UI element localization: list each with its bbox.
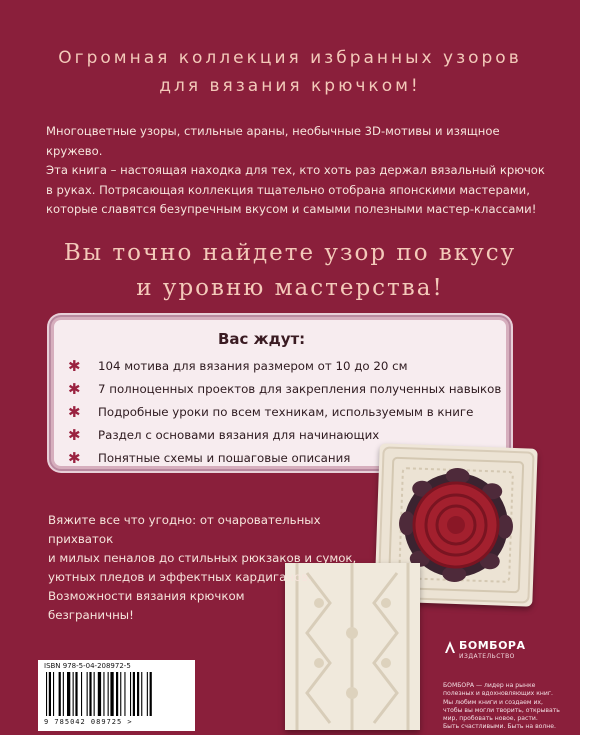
closing-line: безграничны! bbox=[48, 608, 134, 622]
headline-middle-line-1: Вы точно найдете узор по вкусу bbox=[63, 240, 517, 266]
intro-line: Многоцветные узоры, стильные араны, необычные 3D-мотивы и изящное кружево. bbox=[46, 124, 500, 158]
list-item bbox=[68, 423, 501, 446]
barcode-block bbox=[38, 660, 195, 731]
intro-line: Эта книга – настоящая находка для тех, кто хоть раз держал вязальный крючок bbox=[46, 163, 545, 177]
list-item bbox=[68, 400, 501, 423]
closing-line: уютных пледов и эффектных кардиганов. bbox=[48, 570, 312, 584]
publisher-name: БОМБОРА bbox=[459, 639, 526, 652]
star-icon: ✱ bbox=[68, 448, 81, 467]
features-panel bbox=[54, 320, 506, 466]
list-item-text: 7 полноценных проектов для закрепления полученных навыков bbox=[98, 381, 502, 396]
list-item-text: Подробные уроки по всем техникам, используемым в книге bbox=[98, 404, 474, 419]
features-title: Вас ждут: bbox=[218, 330, 306, 348]
headline-top-line-2: для вязания крючком! bbox=[159, 76, 421, 96]
barcode-digits: 9 785042 089725 > bbox=[44, 718, 133, 726]
headline-top-line-1: Огромная коллекция избранных узоров bbox=[58, 48, 522, 68]
closing-line: Возможности вязания крючком bbox=[48, 589, 245, 603]
closing-paragraph bbox=[48, 511, 368, 625]
tagline-line: БОМБОРА — лидер на рынке bbox=[443, 682, 536, 689]
headline-middle bbox=[0, 236, 580, 306]
star-icon: ✱ bbox=[68, 402, 81, 421]
list-item bbox=[68, 377, 501, 400]
tagline-line: чтобы вы могли творить, открывать bbox=[443, 706, 560, 714]
publisher-mark-icon bbox=[443, 639, 457, 655]
page-margin-right bbox=[580, 0, 600, 750]
tagline-line: мир, пробовать новое, расти. bbox=[443, 715, 538, 723]
tagline-line: Мы любим книги и создаем их, bbox=[443, 698, 543, 706]
closing-line: и милых пеналов до стильных рюкзаков и сумок, bbox=[48, 551, 357, 565]
star-icon: ✱ bbox=[68, 356, 81, 375]
star-icon: ✱ bbox=[68, 425, 81, 444]
barcode-image bbox=[44, 672, 188, 716]
publisher-subtitle: ИЗДАТЕЛЬСТВО bbox=[459, 653, 515, 660]
closing-line: Вяжите все что угодно: от очаровательных прихваток bbox=[48, 513, 321, 546]
intro-line: которые славятся безупречным вкусом и самыми полезными мастер-классами! bbox=[46, 202, 537, 216]
isbn-text: ISBN 978-5-04-208972-5 bbox=[44, 662, 131, 670]
headline-middle-line-2: и уровню мастерства! bbox=[136, 275, 444, 301]
publisher-tagline bbox=[443, 682, 578, 732]
intro-line: в руках. Потрясающая коллекция тщательно отобрана японскими мастерами, bbox=[46, 182, 530, 197]
list-item-text: Раздел с основами вязания для начинающих bbox=[98, 427, 380, 442]
intro-paragraph bbox=[46, 122, 546, 220]
star-icon: ✱ bbox=[68, 379, 81, 398]
list-item bbox=[68, 354, 501, 377]
page-margin-bottom bbox=[0, 735, 600, 750]
list-item-text: 104 мотива для вязания размером от 10 до 20 см bbox=[98, 358, 408, 373]
tagline-line: Быть счастливыми. Быть на волне. bbox=[443, 723, 556, 731]
tagline-line: полезных и вдохновляющих книг. bbox=[443, 690, 553, 698]
publisher-logo bbox=[443, 637, 526, 681]
headline-top bbox=[0, 44, 580, 100]
list-item-text: Понятные схемы и пошаговые описания bbox=[98, 450, 351, 465]
